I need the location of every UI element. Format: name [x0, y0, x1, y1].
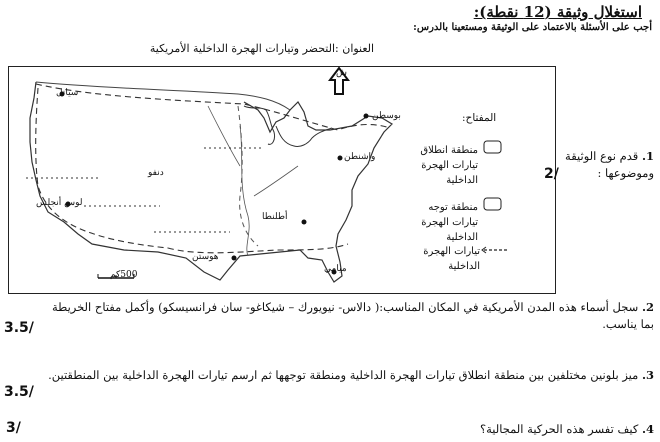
city-label-denver: دنفو — [148, 168, 164, 178]
question-2 — [40, 299, 654, 333]
scale-label: 500كم — [110, 270, 138, 280]
region-boundary-inner — [238, 106, 258, 246]
question-4-score: 3/ — [6, 420, 21, 436]
city-label-atlanta: أطلنطا — [262, 212, 288, 222]
question-2-number: 2. — [641, 300, 654, 314]
question-3-score: 3.5/ — [4, 384, 34, 400]
legend-item-migration-flow: تيارات الهجرة الداخلية — [423, 246, 480, 272]
question-4 — [260, 421, 654, 438]
placeholder-lines — [26, 148, 264, 232]
city-label-houston: هوستن — [192, 252, 219, 262]
region-boundary — [36, 84, 390, 253]
instruction-text: أجب على الأسئلة بالاعتماد على الوثيقة ومستعينا بالدرس: — [413, 22, 652, 33]
question-3 — [40, 367, 654, 384]
north-label: ش — [336, 68, 347, 78]
legend-item-departure: منطقة انطلاق تيارات الهجرة الداخلية — [420, 145, 478, 186]
question-4-number: 4. — [641, 422, 654, 436]
question-2-text: سجل أسماء هذه المدن الأمريكية في المكان المناسب:( دالاس- نيويورك – شيكاغو- سان فرانسيسكو) وأكمل مفتاح الخريطة بما يناسب. — [51, 300, 654, 331]
city-label-seattle: سياتل — [56, 88, 79, 98]
city-label-boston: بوسطن — [372, 111, 401, 121]
legend-symbols — [482, 141, 508, 253]
question-2-score: 3.5/ — [4, 320, 34, 336]
rivers — [208, 106, 298, 256]
question-1-score: 2/ — [544, 166, 559, 182]
question-3-number: 3. — [641, 368, 654, 382]
question-1-text: قدم نوع الوثيقة وموضوعها : — [565, 149, 654, 180]
question-1 — [562, 148, 654, 182]
city-label-los-angeles: لوس أنجلس — [36, 198, 83, 208]
legend-heading: المفتاح: — [462, 112, 497, 124]
page-title: استغلال وثيقة (12 نقطة): — [473, 3, 642, 21]
city-label-miami: ميامي — [324, 264, 347, 274]
legend-item-destination: منطقة توجه تيارات الهجرة الداخلية — [421, 202, 478, 243]
city-label-washington: واشنطن — [344, 152, 376, 162]
map-title: العنوان :التحضر وتيارات الهجرة الداخلية الأمريكية — [149, 42, 375, 55]
question-3-text: ميز بلونين مختلفين بين منطقة انطلاق تيارات الهجرة الداخلية ومنطقة توجهها ثم ارسم تيارات الهجرة الداخلية بين المنطقتين. — [48, 368, 639, 382]
question-1-number: 1. — [641, 149, 654, 163]
question-4-text: كيف تفسر هذه الحركية المجالية؟ — [479, 422, 639, 436]
